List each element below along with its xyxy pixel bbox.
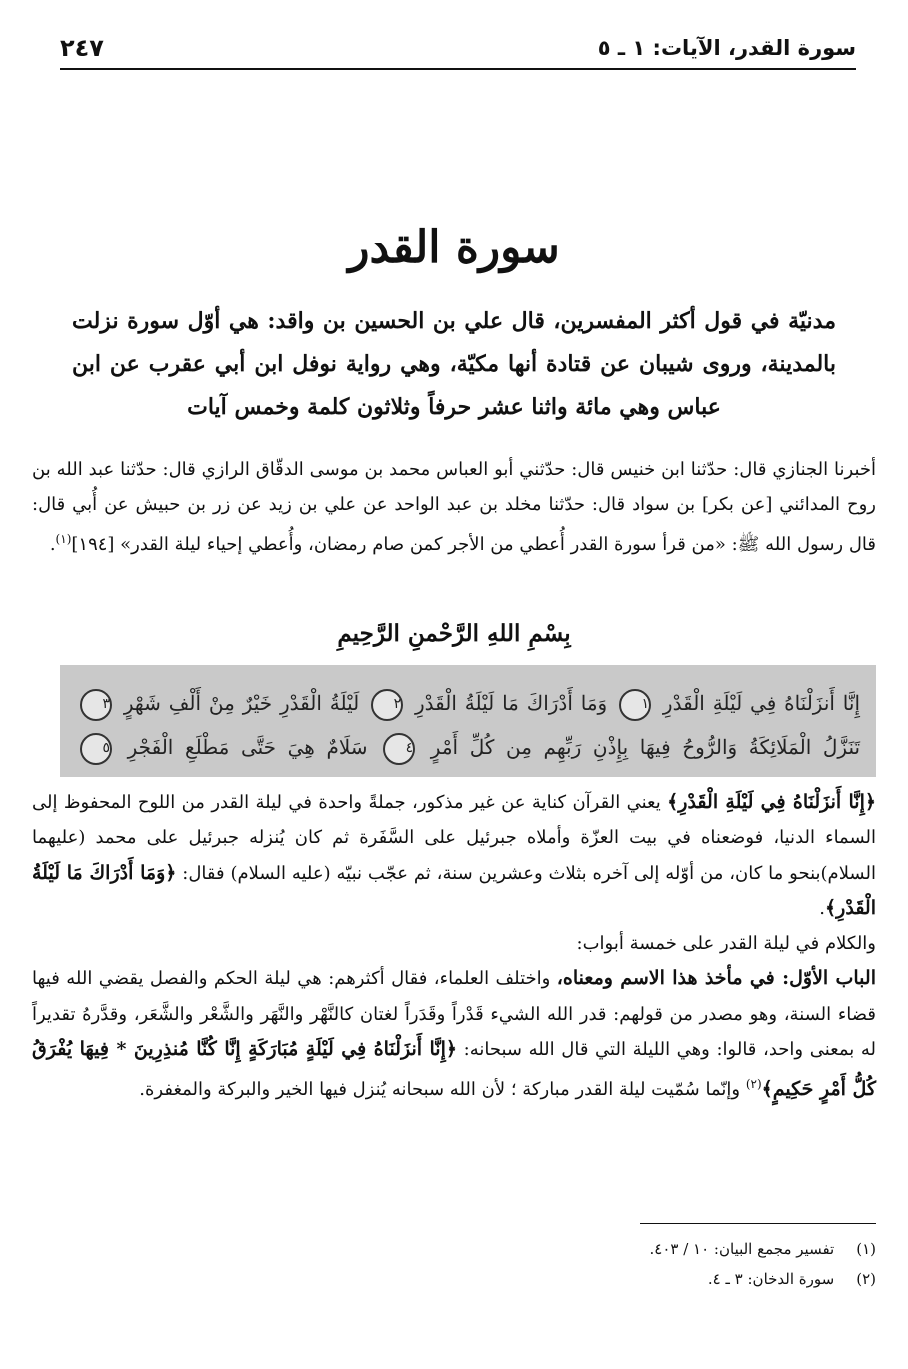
- header-title: سورة القدر، الآيات: ١ ـ ٥: [597, 36, 856, 60]
- quran-quote: ﴿وَمَا أَدْرَاكَ مَا لَيْلَةُ الْقَدْرِ﴾: [32, 861, 876, 919]
- hadith-chain-paragraph: [32, 452, 876, 562]
- verse-1-text: إِنَّا أَنزَلْنَاهُ فِي لَيْلَةِ الْقَدْرِ: [662, 691, 861, 715]
- footnote-number: (٢): [856, 1270, 876, 1288]
- quran-quote: ﴿إِنَّا أَنزَلْنَاهُ فِي لَيْلَةِ الْقَدْرِ﴾: [667, 791, 876, 813]
- page-number: ٢٤٧: [60, 34, 104, 62]
- commentary-paragraph-1: [32, 785, 876, 926]
- commentary-paragraph-2: والكلام في ليلة القدر على خمسة أبواب:: [576, 933, 876, 955]
- section-heading: الباب الأوّل: في مأخذ هذا الاسم ومعناه،: [556, 967, 876, 990]
- verse-4-number: ٤: [383, 733, 415, 765]
- footnote-ref-1: (١): [55, 532, 72, 546]
- quran-quote: ﴿إِنَّا أَنزَلْنَاهُ فِي لَيْلَةٍ مُبَارَكَةٍ إِنَّا كُنَّا مُنذِرِينَ * فِيهَا يُفْرَقُ كُلُّ أَمْرٍ حَكِيمٍ﴾: [32, 1038, 876, 1101]
- verse-4-text: تَنَزَّلُ الْمَلَائِكَةُ وَالرُّوحُ فِيهَا بِإِذْنِ رَبِّهِم مِن كُلِّ أَمْرٍ: [430, 735, 861, 759]
- surah-introduction: مدنيّة في قول أكثر المفسرين، قال علي بن الحسين بن واقد: هي أوّل سورة نزلت بالمدينة، وروى شيبان عن قتادة أنها مكيّة، وهي رواية نوفل ابن أبي عقرب عن ابن عباس وهي مائة واثنا عشر حرفاً وثلاثون كلمة وخمس آيات: [72, 308, 836, 420]
- isnad-text: أخبرنا الجنازي قال: حدّثنا ابن خنيس قال: حدّثني أبو العباس محمد بن موسى الدقّاق الرازي قال: حدّثنا عبد الله بن روح المدائني [عن بكر] بن سواد قال: حدّثنا مخلد بن عبد الواحد عن علي بن زيد عن زر بن حبيش عن أُبي قال: قال رسول الله ﷺ: «من قرأ سورة القدر أُعطي من الأجر كمن صام رمضان، وأُعطي إحياء ليلة القدر» [١٩٤]: [32, 459, 876, 555]
- verse-2-text: وَمَا أَدْرَاكَ مَا لَيْلَةُ الْقَدْرِ: [414, 691, 608, 715]
- footnote-text: سورة الدخان: ٣ ـ ٤.: [707, 1270, 835, 1288]
- footnote-item: [300, 1264, 876, 1294]
- isnad-end: .: [49, 534, 56, 555]
- footnotes: [300, 1234, 876, 1294]
- commentary-body: [32, 785, 876, 1108]
- running-header: [60, 28, 856, 70]
- surah-title: سورة القدر: [348, 222, 560, 273]
- verse-3-text: لَيْلَةُ الْقَدْرِ خَيْرٌ مِنْ أَلْفِ شَهْرٍ: [123, 691, 360, 715]
- basmala: بِسْمِ اللهِ الرَّحْمنِ الرَّحِيمِ: [337, 620, 571, 647]
- quran-verses-box: [60, 665, 876, 777]
- footnote-text: تفسير مجمع البيان: ١٠ / ٤٠٣.: [649, 1240, 835, 1258]
- commentary-text: واختلف العلماء، فقال أكثرهم: هي ليلة الحكم والفصل يقضي الله فيها قضاء السنة، وهو مصدر من قولهم: قدر الله الشيء قَدْراً وقَدَراً لغتان كالنَّهْر والنَّهَر والشَّعْر والشَّعَر، وقدَّرهُ تقديراً له بمعنى واحد، قالوا: وهي الليلة التي قال الله سبحانه:: [32, 968, 876, 1061]
- footnote-ref-2: (٢): [745, 1077, 762, 1092]
- verse-5-text: سَلَامٌ هِيَ حَتَّى مَطْلَعِ الْفَجْرِ: [127, 735, 368, 759]
- footnote-item: [300, 1234, 876, 1264]
- commentary-text: .: [819, 897, 826, 919]
- verse-3-number: ٣: [80, 689, 112, 721]
- verse-1-number: ١: [619, 689, 651, 721]
- footnote-divider: [640, 1223, 876, 1224]
- commentary-paragraph-3: [32, 961, 876, 1107]
- footnote-number: (١): [856, 1240, 876, 1258]
- commentary-text: وإنّما سُمّيت ليلة القدر مباركة ؛ لأن الله سبحانه يُنزل فيها الخير والبركة والمغفرة.: [139, 1079, 746, 1101]
- commentary-text: يعني القرآن كناية عن غير مذكور، جملةً واحدة في ليلة القدر من اللوح المحفوظ إلى السماء الدنيا، فوضعناه في بيت العزّة وأملاه جبرئيل على السَّفَرة ثم كان يُنزله جبرئيل على محمد (عليهما السلام)بنحو ما كان، من أوّله إلى آخره بثلاث وعشرين سنة، ثم عجّب نبيّه (عليه السلام) فقال:: [32, 792, 876, 884]
- verse-2-number: ٢: [371, 689, 403, 721]
- verse-5-number: ٥: [80, 733, 112, 765]
